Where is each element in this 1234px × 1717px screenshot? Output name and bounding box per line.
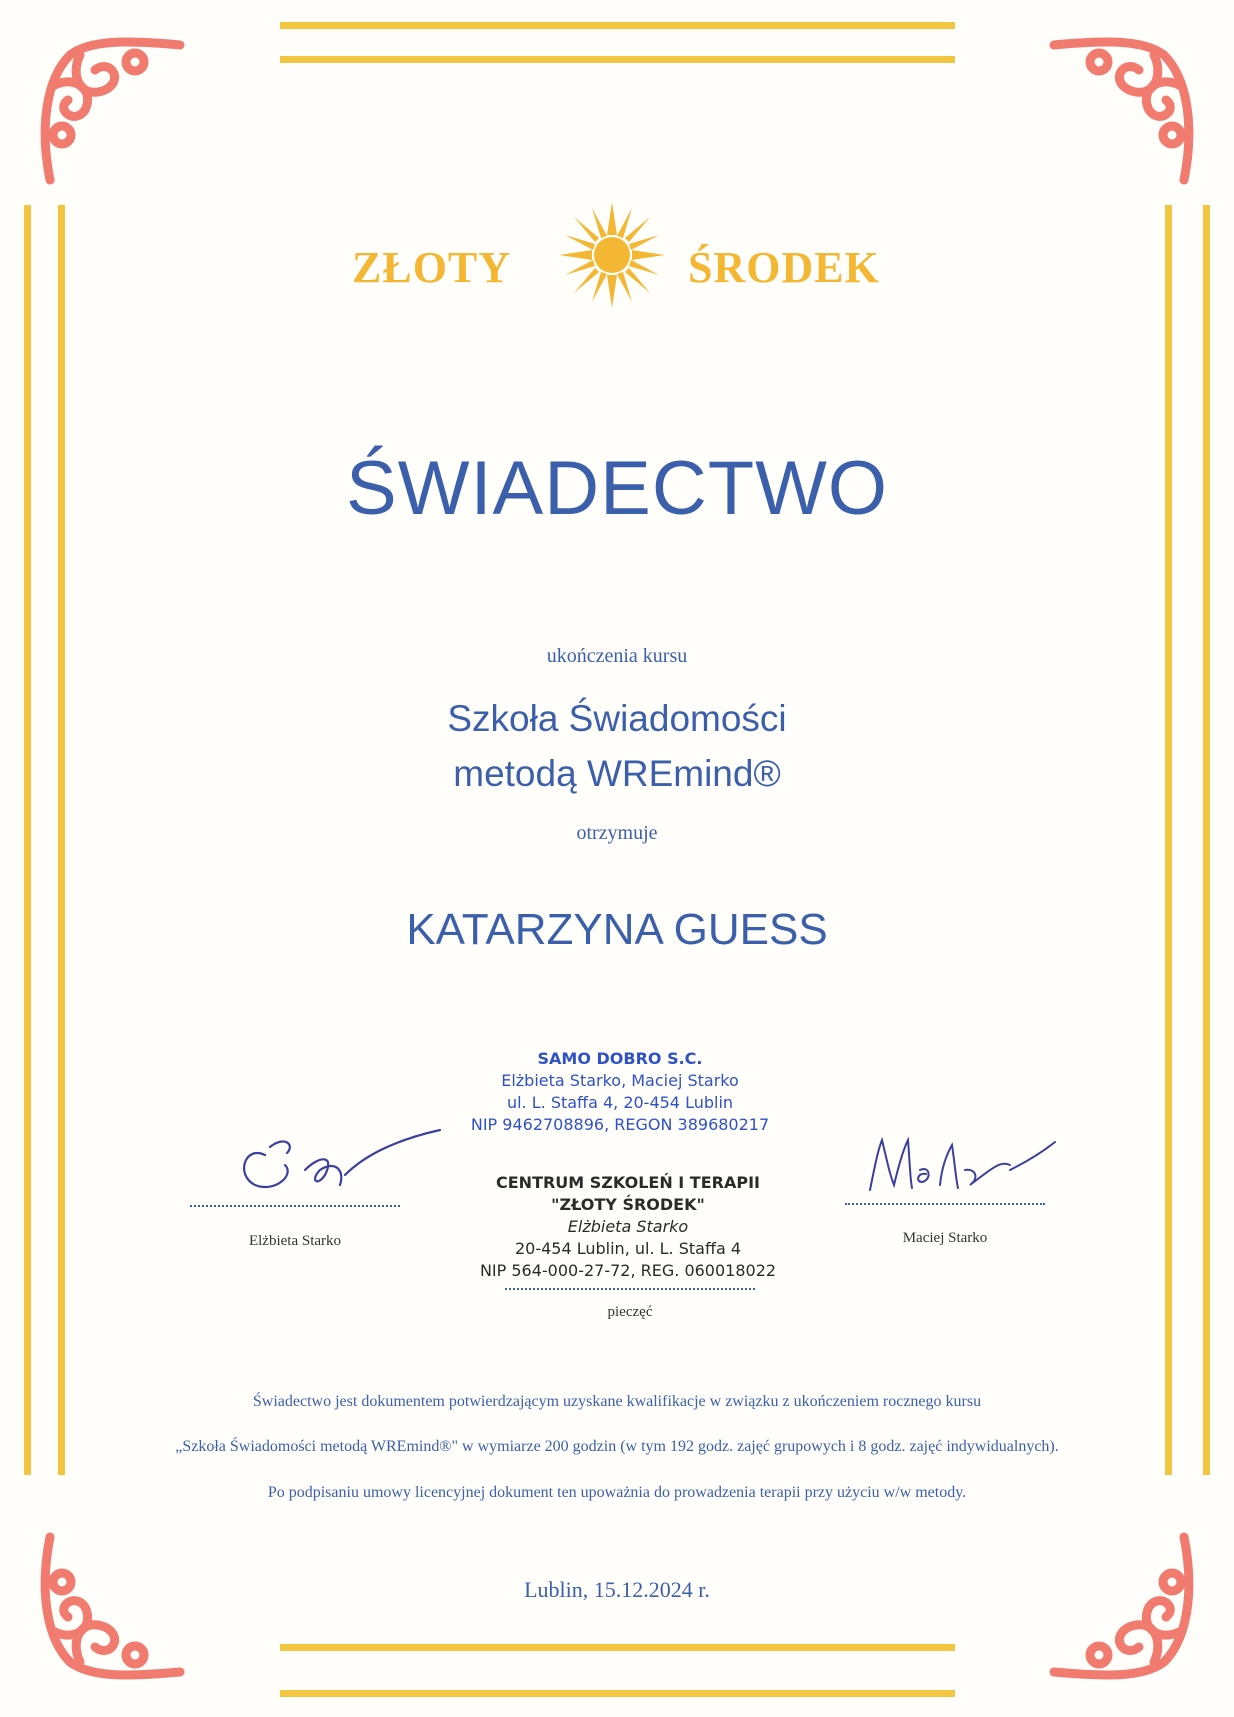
subtitle: ukończenia kursu: [546, 645, 688, 667]
signature-maciej-starko: [860, 1130, 1060, 1200]
stamp-dotted-line: [505, 1288, 755, 1290]
course-name-line2: metodą WREmind®: [453, 753, 781, 794]
issue-date: Lublin, 15.12.2024 r.: [524, 1577, 710, 1602]
corner-ornament-top-right: [1044, 30, 1204, 190]
signature-elzbieta-starko: [225, 1125, 445, 1195]
company-stamp: [460, 1048, 780, 1136]
left-signature-caption: Elżbieta Starko: [248, 1233, 342, 1249]
stamp-caption: pieczęć: [607, 1304, 653, 1320]
stamp-center-line2: "ZŁOTY ŚRODEK": [551, 1195, 705, 1214]
frame-top-outer: [280, 22, 955, 29]
corner-ornament-top-left: [30, 30, 190, 190]
center-stamp: [478, 1172, 778, 1282]
stamp-company-name: SAMO DOBRO S.C.: [537, 1049, 703, 1068]
sun-logo-icon: [557, 200, 667, 310]
stamp-center-line5: NIP 564-000-27-72, REG. 060018022: [479, 1261, 777, 1280]
logo-left-word: ZŁOTY: [352, 243, 512, 292]
right-signature-caption: Maciej Starko: [902, 1230, 988, 1246]
stamp-center-line4: 20-454 Lublin, ul. L. Staffa 4: [514, 1239, 742, 1258]
footer-line2: „Szkoła Świadomości metodą WREmind®" w wymiarze 200 godzin (w tym 192 godz. zajęć grupowych i 8 godz. zajęć indywidualnych).: [175, 1438, 1059, 1455]
frame-top-inner: [280, 56, 955, 63]
footer-line3: Po podpisaniu umowy licencyjnej dokument ten upoważnia do prowadzenia terapii przy użyciu w/w metody.: [267, 1484, 967, 1501]
stamp-company-owners: Elżbieta Starko, Maciej Starko: [501, 1071, 739, 1090]
stamp-center-line3: Elżbieta Starko: [567, 1217, 689, 1236]
receives-text: otrzymuje: [576, 822, 658, 844]
frame-bottom-inner: [280, 1644, 955, 1651]
logo-right-word: ŚRODEK: [688, 243, 880, 292]
left-signature-line: [190, 1205, 400, 1207]
stamp-company-address: ul. L. Staffa 4, 20-454 Lublin: [506, 1093, 734, 1112]
footer-line1: Świadectwo jest dokumentem potwierdzającym uzyskane kwalifikacje w związku z ukończeniem rocznego kursu: [252, 1393, 982, 1410]
recipient-name: KATARZYNA GUESS: [406, 905, 828, 954]
stamp-center-line1: CENTRUM SZKOLEŃ I TERAPII: [496, 1173, 760, 1192]
course-name-line1: Szkoła Świadomości: [447, 698, 787, 739]
frame-bottom-outer: [280, 1690, 955, 1697]
certificate-title: ŚWIADECTWO: [346, 446, 888, 531]
corner-ornament-bottom-left: [30, 1527, 190, 1687]
corner-ornament-bottom-right: [1044, 1527, 1204, 1687]
right-signature-line: [845, 1203, 1045, 1205]
stamp-company-ids: NIP 9462708896, REGON 389680217: [470, 1115, 770, 1134]
